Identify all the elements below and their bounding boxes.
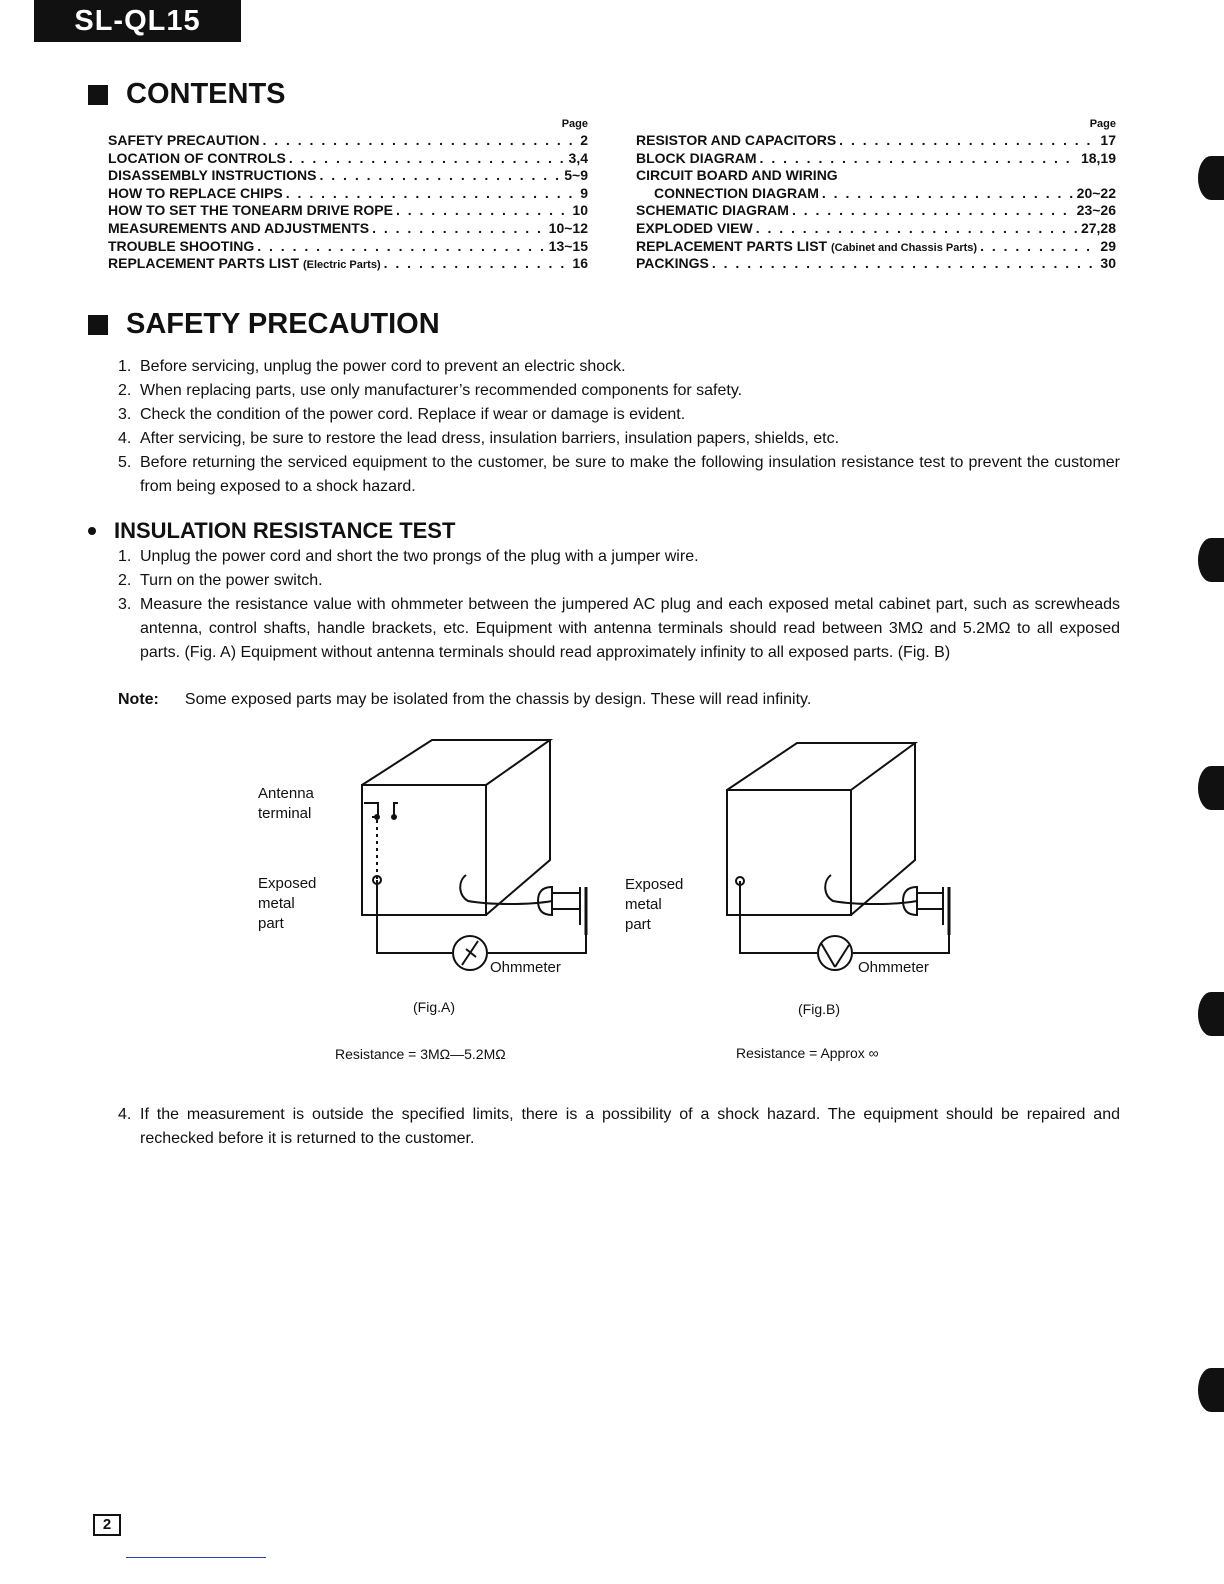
insulation-list-continued	[118, 1103, 1120, 1151]
list-item: 4. After servicing, be sure to restore the lead dress, insulation barriers, insulation papers, shields, etc.	[118, 430, 840, 447]
safety-heading	[88, 308, 440, 341]
list-item: 2. Turn on the power switch.	[118, 572, 323, 589]
list-item: 2. When replacing parts, use only manufacturer’s recommended components for safety.	[118, 382, 743, 399]
list-item: 1. Before servicing, unplug the power cord to prevent an electric shock.	[118, 358, 626, 375]
toc-entry[interactable]: REPLACEMENT PARTS LIST (Cabinet and Chassis Parts) . . . 29	[636, 238, 1116, 256]
ohmmeter-icon	[818, 936, 852, 970]
toc-entry[interactable]: CONNECTION DIAGRAM . . . 20~22	[636, 185, 1116, 203]
note	[118, 688, 811, 712]
toc-entry[interactable]: SCHEMATIC DIAGRAM . . . 23~26	[636, 202, 1116, 220]
toc-entry[interactable]: LOCATION OF CONTROLS . . . 3,4	[108, 150, 588, 168]
model-tag: SL-QL15	[34, 0, 241, 42]
list-item: 3. Check the condition of the power cord. Replace if wear or damage is evident.	[118, 406, 686, 423]
list-item: 3. Measure the resistance value with ohmmeter between the jumpered AC plug and each exposed metal cabinet part, such as screwheads antenna, control shafts, handle brackets, etc. Equipment with antenna terminals should read between 3MΩ and 5.2MΩ to all exposed parts. (Fig. A) Equipment without antenna terminals should read approximately infinity to all exposed parts. (Fig. B)	[118, 596, 1120, 661]
toc-entry[interactable]: EXPLODED VIEW . . . 27,28	[636, 220, 1116, 238]
insulation-list	[118, 545, 1120, 665]
punch-hole	[1198, 156, 1224, 200]
insulation-heading	[88, 518, 455, 544]
safety-title: SAFETY PRECAUTION	[126, 308, 440, 340]
ohmmeter-label: Ohmmeter	[490, 959, 561, 976]
list-item: 5. Before returning the serviced equipment to the customer, be sure to make the following insulation resistance test to prevent the customer from being exposed to a shock hazard.	[118, 454, 1120, 495]
toc-entry[interactable]: BLOCK DIAGRAM . . . 18,19	[636, 150, 1116, 168]
figure-b-caption: (Fig.B)	[798, 1001, 840, 1017]
equipment-box-front	[727, 790, 851, 915]
antenna-label: Antenna terminal	[258, 785, 314, 822]
toc-entry[interactable]: DISASSEMBLY INSTRUCTIONS . . . 5~9	[108, 167, 588, 185]
toc-entry[interactable]: PACKINGS . . . 30	[636, 255, 1116, 273]
figure-a-caption: (Fig.A)	[413, 999, 455, 1015]
bullet-icon	[88, 527, 96, 535]
contents-title: CONTENTS	[126, 78, 286, 110]
toc-left-column	[108, 116, 588, 273]
ohmmeter-label: Ohmmeter	[858, 959, 929, 976]
equipment-box-front	[362, 785, 486, 915]
punch-hole	[1198, 992, 1224, 1036]
note-text: Some exposed parts may be isolated from the chassis by design. These will read infinity.	[184, 691, 812, 708]
toc-page-header: Page	[1089, 118, 1116, 130]
figure-a-resistance: Resistance = 3MΩ—5.2MΩ	[335, 1046, 506, 1062]
square-bullet-icon	[88, 315, 108, 335]
figure-b-resistance: Resistance = Approx ∞	[736, 1045, 879, 1061]
contents-heading	[88, 78, 286, 111]
toc-right-column	[636, 116, 1116, 273]
toc-entry[interactable]: REPLACEMENT PARTS LIST (Electric Parts) . . . 16	[108, 255, 588, 273]
toc-entry[interactable]: HOW TO SET THE TONEARM DRIVE ROPE . . . 10	[108, 202, 588, 220]
list-item: 1. Unplug the power cord and short the two prongs of the plug with a jumper wire.	[118, 548, 699, 565]
footer-divider	[126, 1557, 266, 1558]
toc-entry[interactable]: SAFETY PRECAUTION . . . 2	[108, 132, 588, 150]
list-item: 4. If the measurement is outside the specified limits, there is a possibility of a shock hazard. The equipment should be repaired and rechecked before it is returned to the customer.	[118, 1106, 1120, 1147]
equipment-box-side	[851, 743, 915, 915]
square-bullet-icon	[88, 85, 108, 105]
equipment-box-top	[362, 740, 550, 785]
page-number: 2	[93, 1514, 121, 1536]
toc-entry[interactable]: HOW TO REPLACE CHIPS . . . 9	[108, 185, 588, 203]
equipment-box-top	[727, 743, 915, 790]
equipment-box-side	[486, 740, 550, 915]
punch-hole	[1198, 1368, 1224, 1412]
exposed-metal-label: Exposed metal part	[625, 876, 684, 933]
toc-page-header: Page	[561, 118, 588, 130]
figure-b-diagram	[705, 735, 965, 975]
punch-hole	[1198, 766, 1224, 810]
toc-entry[interactable]: MEASUREMENTS AND ADJUSTMENTS . . . 10~12	[108, 220, 588, 238]
punch-hole	[1198, 538, 1224, 582]
exposed-metal-label: Exposed metal part	[258, 875, 317, 932]
toc-entry[interactable]: CIRCUIT BOARD AND WIRING	[636, 167, 838, 184]
toc-entry[interactable]: RESISTOR AND CAPACITORS . . . 17	[636, 132, 1116, 150]
safety-list	[118, 355, 1120, 499]
figure-a-diagram	[340, 735, 600, 975]
insulation-title: INSULATION RESISTANCE TEST	[114, 518, 456, 543]
toc-entry[interactable]: TROUBLE SHOOTING . . . 13~15	[108, 238, 588, 256]
note-label: Note:	[118, 691, 159, 708]
